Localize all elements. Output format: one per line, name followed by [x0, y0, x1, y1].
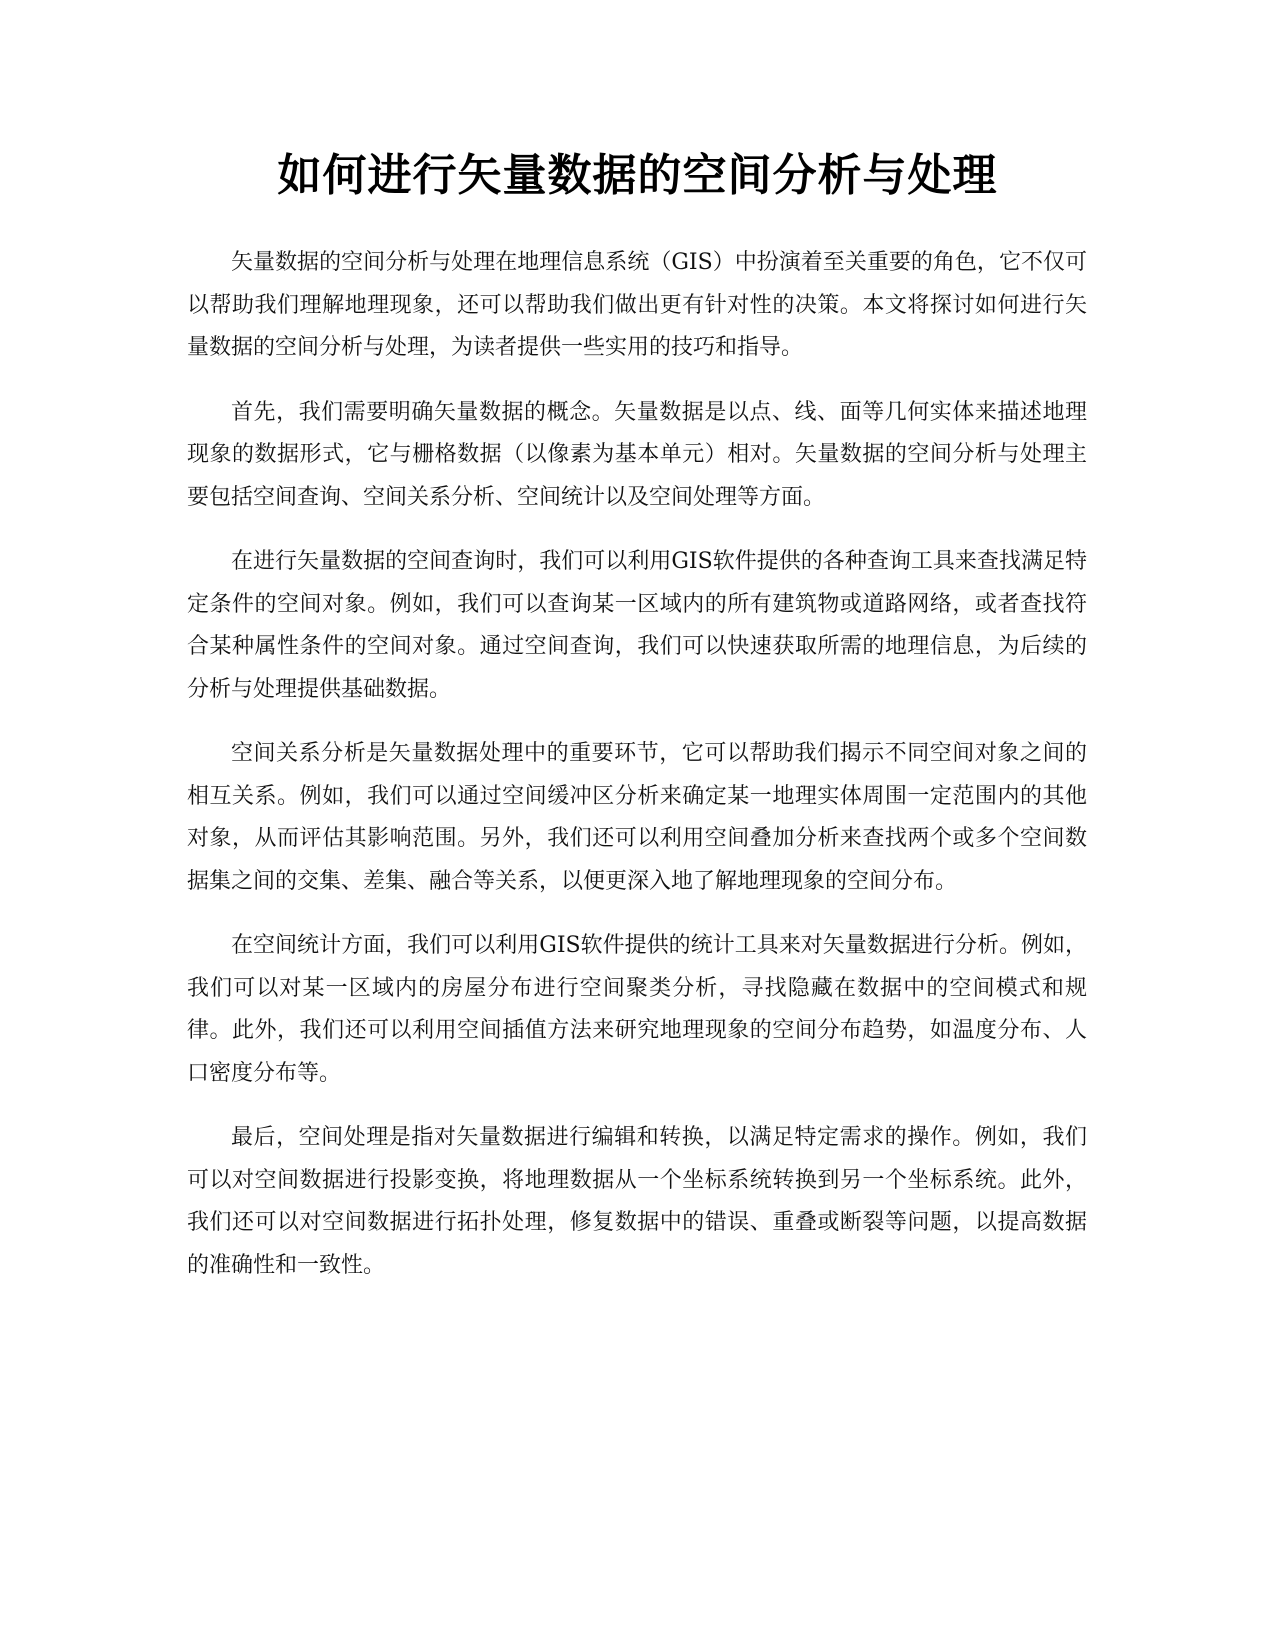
- document-body: [187, 242, 1087, 1309]
- page-title: 如何进行矢量数据的空间分析与处理: [277, 150, 998, 201]
- paragraph-concept: 首先，我们需要明确矢量数据的概念。矢量数据是以点、线、面等几何实体来描述地理现象的数据形式，它与栅格数据（以像素为基本单元）相对。矢量数据的空间分析与处理主要包括空间查询、空间关系分析、空间统计以及空间处理等方面。: [187, 399, 1087, 510]
- paragraph-spatial-relation: 空间关系分析是矢量数据处理中的重要环节，它可以帮助我们揭示不同空间对象之间的相互关系。例如，我们可以通过空间缓冲区分析来确定某一地理实体周围一定范围内的其他对象，从而评估其影响范围。另外，我们还可以利用空间叠加分析来查找两个或多个空间数据集之间的交集、差集、融合等关系，以便更深入地了解地理现象的空间分布。: [187, 741, 1087, 894]
- paragraph-spatial-processing: 最后，空间处理是指对矢量数据进行编辑和转换，以满足特定需求的操作。例如，我们可以对空间数据进行投影变换，将地理数据从一个坐标系统转换到另一个坐标系统。此外，我们还可以对空间数据进行拓扑处理，修复数据中的错误、重叠或断裂等问题，以提高数据的准确性和一致性。: [187, 1125, 1087, 1278]
- paragraph-intro: 矢量数据的空间分析与处理在地理信息系统（GIS）中扮演着至关重要的角色，它不仅可以帮助我们理解地理现象，还可以帮助我们做出更有针对性的决策。本文将探讨如何进行矢量数据的空间分析与处理，为读者提供一些实用的技巧和指导。: [187, 250, 1087, 360]
- paragraph-spatial-query: 在进行矢量数据的空间查询时，我们可以利用GIS软件提供的各种查询工具来查找满足特定条件的空间对象。例如，我们可以查询某一区域内的所有建筑物或道路网络，或者查找符合某种属性条件的空间对象。通过空间查询，我们可以快速获取所需的地理信息，为后续的分析与处理提供基础数据。: [187, 549, 1087, 702]
- paragraph-spatial-statistics: 在空间统计方面，我们可以利用GIS软件提供的统计工具来对矢量数据进行分析。例如，我们可以对某一区域内的房屋分布进行空间聚类分析，寻找隐藏在数据中的空间模式和规律。此外，我们还可以利用空间插值方法来研究地理现象的空间分布趋势，如温度分布、人口密度分布等。: [187, 933, 1087, 1086]
